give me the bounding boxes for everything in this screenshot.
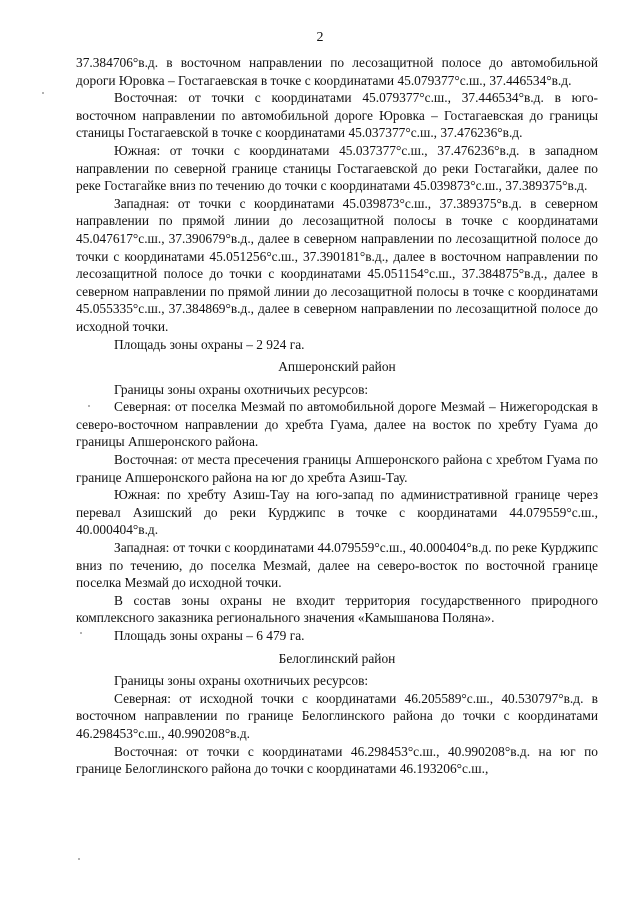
paragraph: Границы зоны охраны охотничьих ресурсов: <box>114 673 369 689</box>
paragraph: Границы зоны охраны охотничьих ресурсов: <box>114 381 369 397</box>
paragraph: Северная: от исходной точки с координатами 46.205589°с.ш., 40.530797°в.д. в восточном направлении по границе Белоглинского района до точки с координатами 46.298453°с.ш., 40.990208°в.д. <box>76 690 598 741</box>
paragraph: 37.384706°в.д. в восточном направлении по лесозащитной полосе до автомобильной дороги Юровка – Гостагаевская в точке с координатами 45.079377°с.ш., 37.446534°в.д. <box>76 55 598 88</box>
paragraph: Южная: от точки с координатами 45.037377°с.ш., 37.476236°в.д. в западном направлении по северной границе станицы Гостагаевской до реки Гостагайки, далее по реке Гостагайке вниз по течению до точки с координатами 45.039873°с.ш., 37.389375°в.д. <box>76 142 598 194</box>
scan-speck <box>42 92 44 94</box>
paragraph: Северная: от поселка Мезмай по автомобильной дороге Мезмай – Нижегородская в северо-восточном направлении до хребта Гуама, далее на восток по хребту Гуама до границы Апшеронского района. <box>76 399 598 450</box>
scan-speck <box>80 632 82 634</box>
page-number: 2 <box>316 30 324 45</box>
section-heading: Апшеронский район <box>278 359 396 375</box>
paragraph: Восточная: от точки с координатами 45.079377°с.ш., 37.446534°в.д. в юго-восточном направлении по автомобильной дороге Юровка – Гостагаевская до границы станицы Гостагаевской в точке с координатами 45.037377°с.ш., 37.476236°в.д. <box>76 90 598 141</box>
paragraph: Западная: от точки с координатами 45.039873°с.ш., 37.389375°в.д. в северном направлении по прямой линии до лесозащитной полосы в точке с координатами 45.047617°с.ш., 37.390679°в.д., далее в северном направлении по лесозащитной полосе до точки с координатами 45.051256°с.ш., 37.390181°в.д., далее в восточном направлении по лесозащитной полосе до точки с координатами 45.051154°с.ш., 37.384875°в.д., далее в северном направлении по прямой линии до лесозащитной полосы в точке с координатами 45.055335°с.ш., 37.384869°в.д., далее в северном направлении по лесозащитной полосе до исходной точки. <box>76 195 598 334</box>
paragraph: Площадь зоны охраны – 6 479 га. <box>114 628 305 643</box>
paragraph: Западная: от точки с координатами 44.079559°с.ш., 40.000404°в.д. по реке Курджипс вниз по течению, до поселка Мезмай, далее на северо-восток по восточной границе поселка Мезмай до исходной точки. <box>76 540 598 591</box>
scan-speck <box>78 858 80 860</box>
paragraph: В состав зоны охраны не входит территория государственного природного комплексного заказника регионального значения «Камышанова Поляна». <box>76 592 598 626</box>
paragraph: Восточная: от точки с координатами 46.298453°с.ш., 40.990208°в.д. на юг по границе Белоглинского района до точки с координатами 46.193206°с.ш., <box>76 743 598 777</box>
paragraph: Восточная: от места пресечения границы Апшеронского района с хребтом Гуама по границе Апшеронского района на юг до хребта Азиш-Тау. <box>76 452 598 485</box>
document-body <box>76 54 598 778</box>
paragraph: Площадь зоны охраны – 2 924 га. <box>114 336 305 352</box>
section-heading: Белоглинский район <box>278 650 396 666</box>
paragraph: Южная: по хребту Азиш-Тау на юго-запад по административной границе через перевал Азишский до реки Курджипс в точке с координатами 44.079559°с.ш., 40.000404°в.д. <box>76 487 598 538</box>
scan-speck <box>88 405 90 407</box>
